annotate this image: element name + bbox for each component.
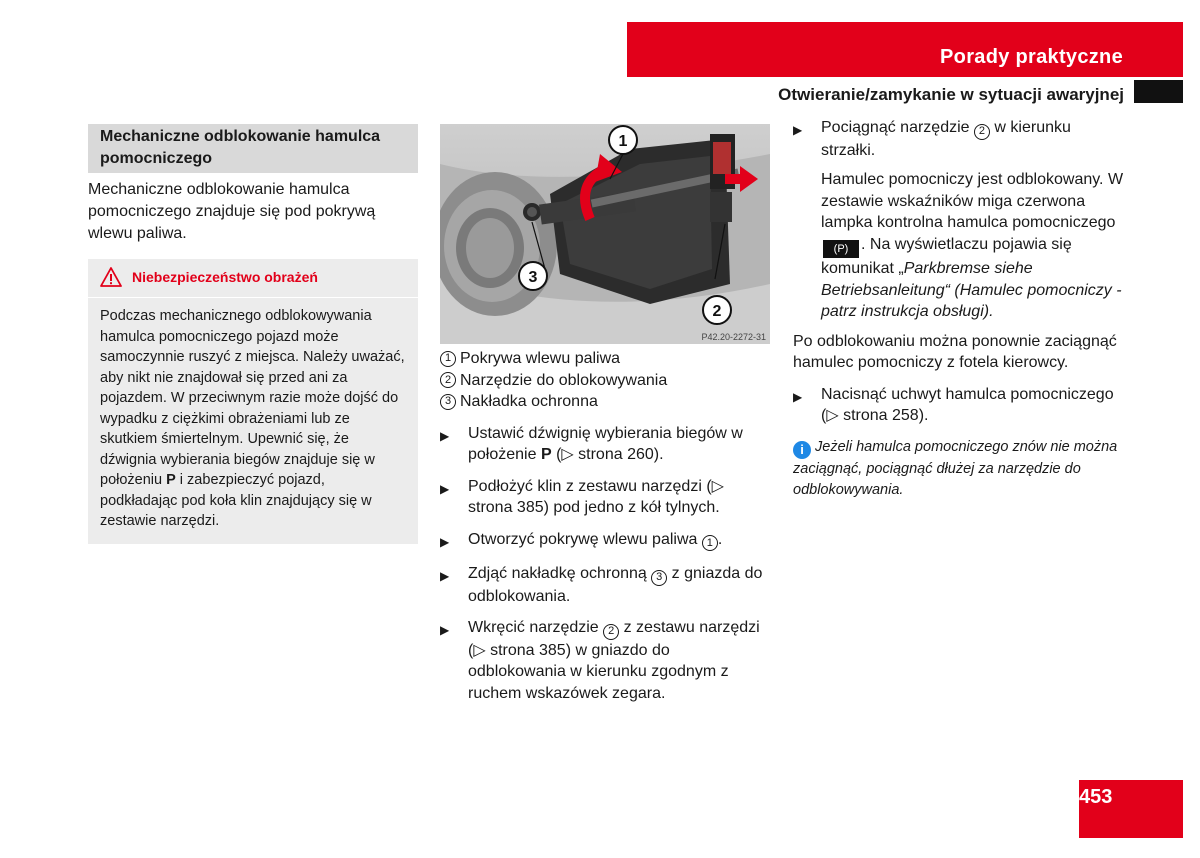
step-item xyxy=(440,423,770,466)
info-icon: i xyxy=(793,441,811,459)
step-item xyxy=(440,476,770,519)
chapter-tab xyxy=(1134,80,1183,103)
step-text-part: . xyxy=(717,530,723,548)
step-item xyxy=(440,529,770,554)
step-text-part: Ustawić dźwignię wybierania biegów w położenie xyxy=(468,424,743,463)
step-text-part: Otworzyć pokrywę wlewu paliwa xyxy=(468,530,702,548)
legend-item xyxy=(440,370,770,392)
step-text-part: w kierunku strzałki. xyxy=(821,119,1071,159)
warning-title-text: Niebezpieczeństwo obrażeń xyxy=(132,269,318,285)
step-text xyxy=(468,423,770,466)
legend-label: Nakładka ochronna xyxy=(460,393,598,410)
section-heading: Mechaniczne odblokowanie hamulca pomocniczego xyxy=(88,124,418,173)
step-item xyxy=(793,117,1128,161)
page-subtitle: Otwieranie/zamykanie w sytuacji awaryjnej xyxy=(778,85,1124,104)
warning-text-part: i zabezpieczyć pojazd, podkładając pod koła klin znajdujący się w zestawie narzędzi. xyxy=(100,472,372,529)
bullet-arrow-icon: ▶ xyxy=(440,534,450,549)
step-detail xyxy=(793,169,1128,323)
step-text-part: Wkręcić narzędzie xyxy=(468,619,604,636)
callout-2: 2 xyxy=(712,303,722,320)
legend-label: Narzędzie do oblokowywania xyxy=(460,371,668,389)
figure-code: P42.20-2272-31 xyxy=(701,332,766,342)
page-number: 453 xyxy=(1079,786,1113,808)
bullet-arrow-icon: ▶ xyxy=(793,123,803,137)
step-text xyxy=(821,117,1128,161)
middle-column xyxy=(440,348,770,704)
inline-number: 2 xyxy=(974,124,990,140)
legend-number: 1 xyxy=(440,351,456,367)
step-text-part: Zdjąć nakładkę ochronną xyxy=(468,565,652,582)
warning-text-part: Podczas mechanicznego odblokowywania hamulca pomocniczego pojazd może samoczynnie ruszyć z miejsca. Należy uważać, aby nikt nie znajdował się przed ani za pojazdem. W przeciwnym razie może dojść do wypadku z ciężkimi obrażeniami lub ze skutkiem śmiertelnym. Upewnić się, że dźwignia wybierania biegów znajduje się w położeniu xyxy=(100,308,405,488)
bullet-arrow-icon: ▶ xyxy=(440,481,450,496)
gear-position: P xyxy=(166,472,176,488)
step-text xyxy=(468,529,770,554)
step-text: Nacisnąć uchwyt hamulca pomocniczego (▷ strona 258). xyxy=(821,385,1114,425)
legend-item xyxy=(440,348,770,370)
step-text-part: (▷ strona 260). xyxy=(551,446,664,463)
detail-text-part: . Na wyświetlaczu pojawia się komunikat „ xyxy=(821,235,1072,278)
step-text-part: z zestawu narzędzi (▷ strona 385) w gniazdo do odblokowania w kierunku zgodnym z ruchem wskazówek zegara. xyxy=(468,619,760,702)
inline-number: 1 xyxy=(702,535,718,551)
bullet-arrow-icon: ▶ xyxy=(793,389,803,404)
right-column xyxy=(793,117,1128,500)
detail-text-part: Hamulec pomocniczy jest odblokowany. W zestawie wskaźników miga czerwona lampka kontrolna hamulca pomocniczego xyxy=(821,171,1124,231)
section-title: Porady praktyczne xyxy=(940,46,1123,68)
warning-triangle-icon xyxy=(100,267,122,287)
callout-3: 3 xyxy=(528,269,538,286)
step-text xyxy=(468,617,770,704)
info-text: Jeżeli hamulca pomocniczego znów nie można zaciągnąć, pociągnąć dłużej za narzędzie do odblokowywania. xyxy=(793,438,1118,498)
legend-label: Pokrywa wlewu paliwa xyxy=(460,350,621,367)
display-message: Parkbremse siehe Betriebsanleitung“ (Hamulec pomocniczy - patrz instrukcja obsługi). xyxy=(821,260,1122,321)
step-item xyxy=(440,563,770,607)
step-item xyxy=(440,617,770,704)
step-text-part: Pociągnąć narzędzie xyxy=(821,119,974,136)
legend-number: 2 xyxy=(440,372,456,388)
step-item xyxy=(793,384,1128,427)
intro-text: Mechaniczne odblokowanie hamulca pomocniczego znajduje się pod pokrywą wlewu paliwa. xyxy=(88,181,376,242)
step-text: Podłożyć klin z zestawu narzędzi (▷ strona 385) pod jedno z kół tylnych. xyxy=(468,477,724,516)
bullet-arrow-icon: ▶ xyxy=(440,569,450,583)
left-column xyxy=(88,124,418,544)
step-text-part: z gniazda do odblokowania. xyxy=(468,565,763,605)
bullet-arrow-icon: ▶ xyxy=(440,428,450,443)
illustration-drawing xyxy=(440,124,770,344)
inline-number: 2 xyxy=(603,624,619,640)
legend-number: 3 xyxy=(440,394,456,410)
after-release-text: Po odblokowaniu można ponownie zaciągnąć hamulec pomocniczy z fotela kierowcy. xyxy=(793,332,1117,372)
step-text xyxy=(468,563,770,607)
fuel-flap-illustration xyxy=(440,124,770,344)
gear-position: P xyxy=(540,446,552,463)
warning-text xyxy=(100,306,406,532)
bullet-arrow-icon: ▶ xyxy=(440,623,450,637)
legend-item xyxy=(440,391,770,413)
warning-box xyxy=(88,259,418,544)
header-bar xyxy=(627,22,1183,77)
inline-number: 3 xyxy=(651,570,667,586)
warning-title xyxy=(88,267,418,298)
parking-brake-icon: (P) xyxy=(823,240,859,258)
info-note xyxy=(793,437,1128,500)
page-number-box xyxy=(1079,780,1183,838)
callout-1: 1 xyxy=(618,133,628,150)
